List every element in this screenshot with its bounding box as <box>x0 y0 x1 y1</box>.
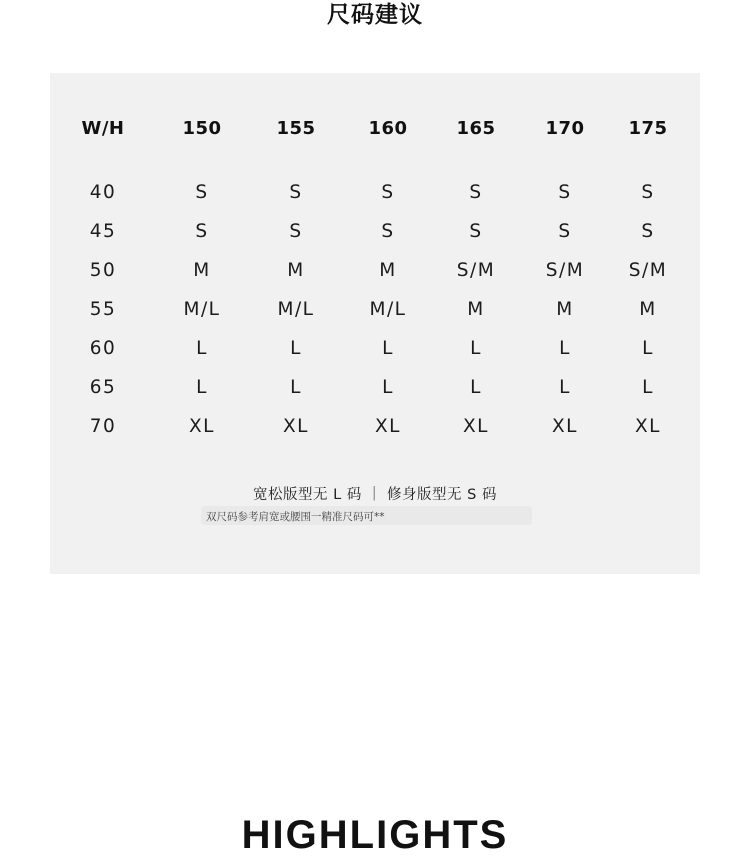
fit-note: 宽松版型无 L 码 ｜ 修身版型无 S 码 <box>253 487 497 503</box>
size-cell: S/M <box>628 260 668 281</box>
size-cell: XL <box>283 416 309 437</box>
highlights-heading: HIGHLIGHTS <box>241 813 509 857</box>
weight-label: 70 <box>89 416 117 437</box>
weight-label: 40 <box>89 182 117 203</box>
size-cell: L <box>382 377 394 398</box>
size-cell: M <box>467 299 485 320</box>
size-cell: L <box>470 377 482 398</box>
page-title: 尺码建议 <box>327 2 423 28</box>
size-cell: S <box>195 182 209 203</box>
size-cell: M <box>556 299 574 320</box>
weight-label: 60 <box>89 338 117 359</box>
size-cell: L <box>290 377 302 398</box>
size-cell: S/M <box>456 260 496 281</box>
height-header: 155 <box>276 118 316 139</box>
size-cell: M <box>193 260 211 281</box>
height-header: 170 <box>545 118 585 139</box>
size-cell: XL <box>552 416 578 437</box>
size-cell: S <box>195 221 209 242</box>
size-cell: XL <box>463 416 489 437</box>
weight-label: 65 <box>89 377 117 398</box>
size-cell: M <box>287 260 305 281</box>
size-cell: S <box>289 221 303 242</box>
weight-label: 50 <box>89 260 117 281</box>
measure-note: 双尺码参考肩宽或腰围一精准尺码可** <box>206 511 385 523</box>
height-header: 150 <box>182 118 222 139</box>
size-cell: S <box>469 221 483 242</box>
size-cell: XL <box>635 416 661 437</box>
height-header: 165 <box>456 118 496 139</box>
size-cell: L <box>196 338 208 359</box>
size-cell: XL <box>375 416 401 437</box>
size-cell: M/L <box>183 299 221 320</box>
weight-label: 45 <box>89 221 117 242</box>
size-cell: L <box>642 377 654 398</box>
size-cell: L <box>559 338 571 359</box>
size-cell: S <box>469 182 483 203</box>
size-cell: L <box>559 377 571 398</box>
size-chart-panel <box>50 73 700 574</box>
size-cell: L <box>196 377 208 398</box>
weight-label: 55 <box>89 299 117 320</box>
height-header: 175 <box>628 118 668 139</box>
size-cell: S <box>641 221 655 242</box>
size-cell: S <box>558 182 572 203</box>
size-cell: S <box>558 221 572 242</box>
size-cell: XL <box>189 416 215 437</box>
size-cell: M <box>379 260 397 281</box>
size-cell: L <box>290 338 302 359</box>
size-cell: S <box>381 221 395 242</box>
size-cell: S/M <box>545 260 585 281</box>
size-cell: L <box>642 338 654 359</box>
size-cell: M <box>639 299 657 320</box>
size-cell: M/L <box>277 299 315 320</box>
size-cell: M/L <box>369 299 407 320</box>
height-header: 160 <box>368 118 408 139</box>
size-cell: L <box>470 338 482 359</box>
size-cell: S <box>641 182 655 203</box>
table-corner-label: W/H <box>81 118 125 139</box>
size-cell: S <box>289 182 303 203</box>
size-cell: S <box>381 182 395 203</box>
size-cell: L <box>382 338 394 359</box>
